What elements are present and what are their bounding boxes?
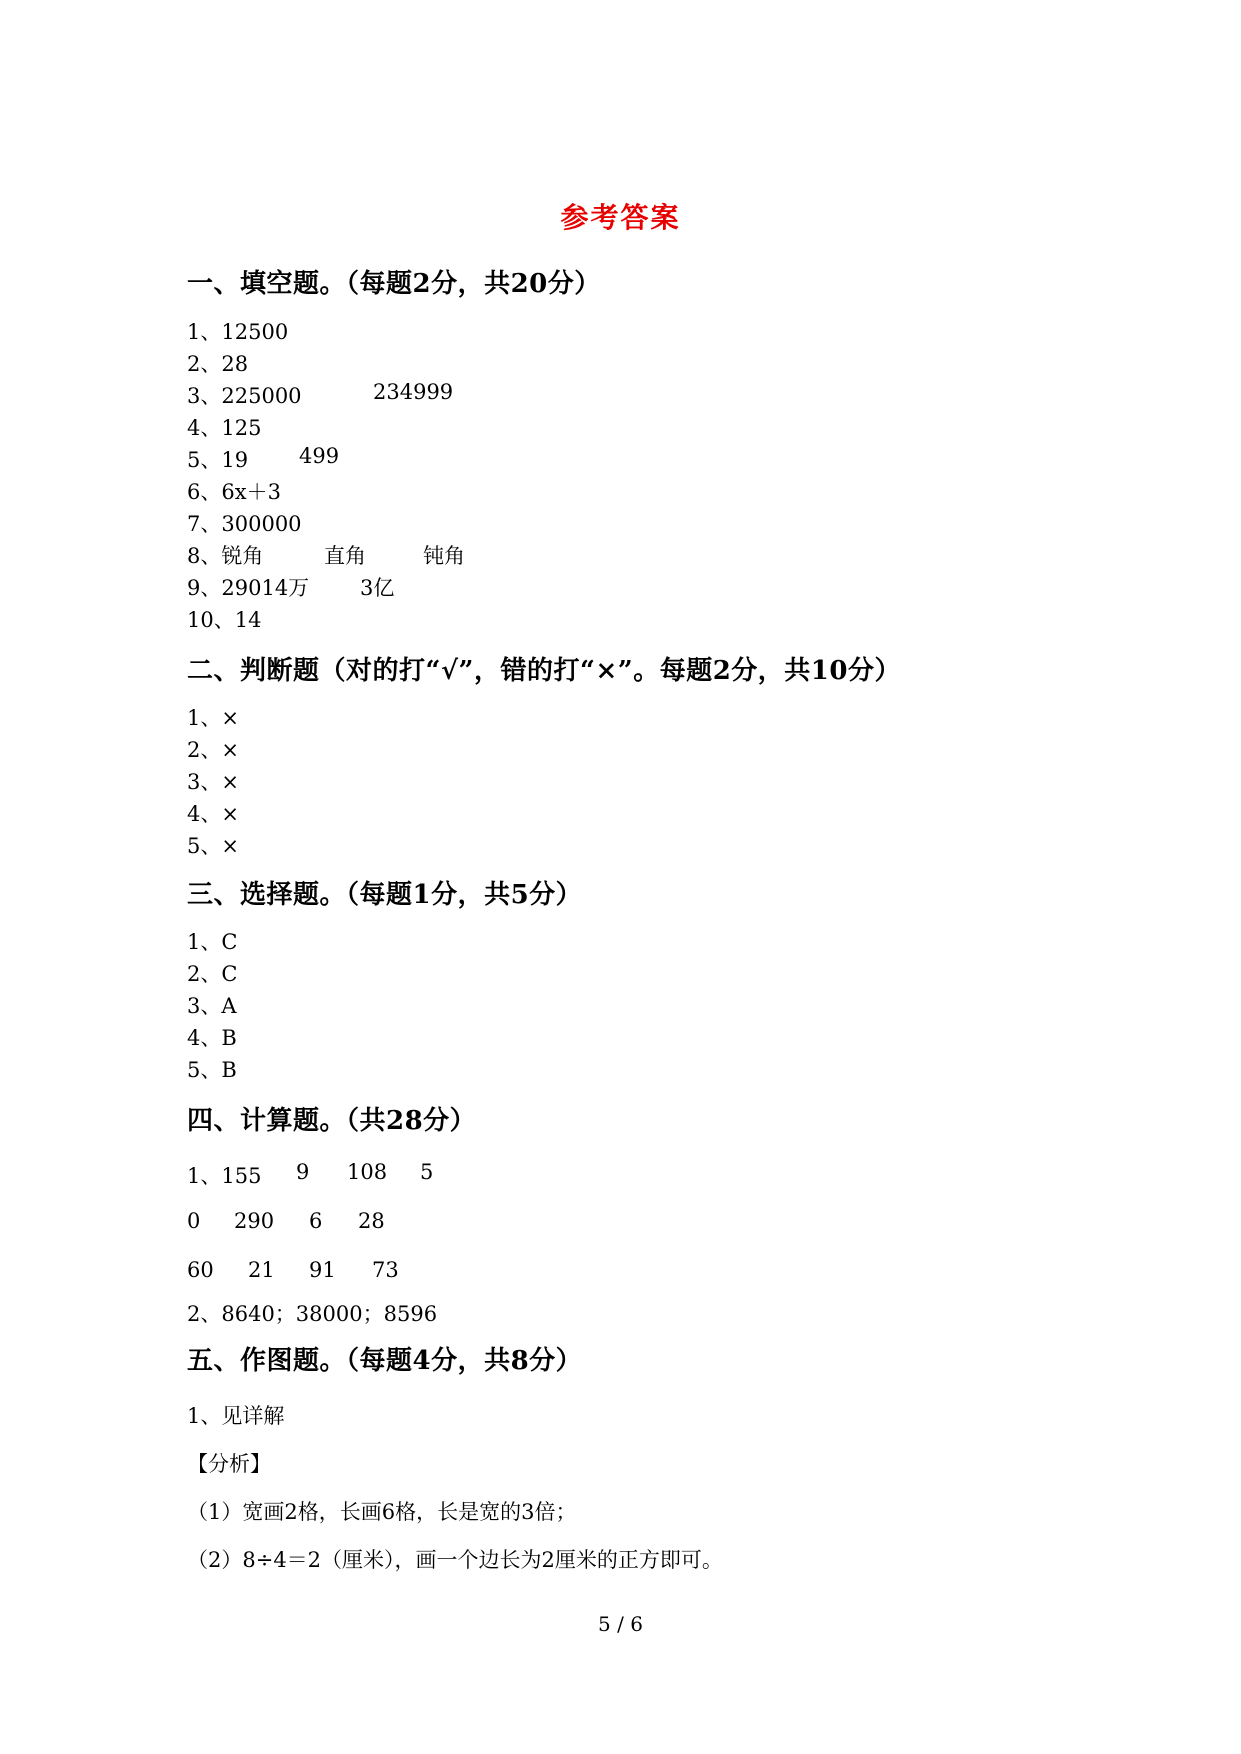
answer-item: 5、× — [187, 834, 239, 858]
calc-value: 5 — [420, 1160, 434, 1184]
page-number: 5 / 6 — [598, 1612, 643, 1636]
answer-item: 2、8640；38000；8596 — [187, 1302, 438, 1326]
calc-value: 73 — [372, 1258, 399, 1282]
answer-item: 4、125 — [187, 416, 262, 440]
answer-item: 1、见详解 — [187, 1404, 285, 1428]
calc-value: 21 — [248, 1258, 275, 1282]
answer-item: 6、6x＋3 — [187, 480, 281, 504]
answer-item: 1、C — [187, 930, 238, 954]
calc-value: 0 — [187, 1209, 201, 1233]
calc-value: 28 — [358, 1209, 385, 1233]
answer-item: 3、× — [187, 770, 239, 794]
page-title: 参考答案 — [560, 201, 681, 234]
answer-item: 1、× — [187, 706, 239, 730]
answer-item: 7、300000 — [187, 512, 302, 536]
section-heading-fill-blank: 一、填空题。（每题2分，共20分） — [187, 269, 601, 299]
section-heading-true-false: 二、判断题（对的打“√”，错的打“×”。每题2分，共10分） — [187, 656, 901, 686]
analysis-label: 【分析】 — [187, 1452, 271, 1476]
answer-item: 9、29014万 — [187, 576, 310, 600]
calc-value: 108 — [347, 1160, 388, 1184]
answer-item-part: 499 — [299, 444, 340, 468]
answer-item: 5、19 — [187, 448, 249, 472]
answer-item: 2、C — [187, 962, 238, 986]
answer-item-part: 234999 — [373, 380, 454, 404]
answer-item-part: 钝角 — [423, 544, 465, 568]
section-heading-calculation: 四、计算题。（共28分） — [187, 1106, 477, 1136]
analysis-step: （2）8÷4＝2（厘米），画一个边长为2厘米的正方即可。 — [187, 1548, 723, 1572]
calc-value: 6 — [309, 1209, 323, 1233]
answer-item-part: 3亿 — [360, 576, 395, 600]
answer-item: 1、12500 — [187, 320, 289, 344]
calc-value: 290 — [234, 1209, 275, 1233]
section-heading-drawing: 五、作图题。（每题4分，共8分） — [187, 1346, 583, 1376]
answer-item: 4、× — [187, 802, 239, 826]
answer-item: 3、A — [187, 994, 237, 1018]
calc-value: 91 — [309, 1258, 336, 1282]
answer-item: 3、225000 — [187, 384, 302, 408]
answer-item-part: 直角 — [324, 544, 366, 568]
calc-value: 60 — [187, 1258, 214, 1282]
analysis-step: （1）宽画2格，长画6格，长是宽的3倍； — [187, 1500, 577, 1524]
section-heading-multiple-choice: 三、选择题。（每题1分，共5分） — [187, 880, 583, 910]
answer-item: 10、14 — [187, 608, 262, 632]
calc-value: 1、155 — [187, 1164, 262, 1188]
answer-item: 8、锐角 — [187, 544, 264, 568]
calc-value: 9 — [296, 1160, 310, 1184]
answer-item: 4、B — [187, 1026, 237, 1050]
answer-item: 5、B — [187, 1058, 237, 1082]
answer-item: 2、× — [187, 738, 239, 762]
answer-item: 2、28 — [187, 352, 249, 376]
